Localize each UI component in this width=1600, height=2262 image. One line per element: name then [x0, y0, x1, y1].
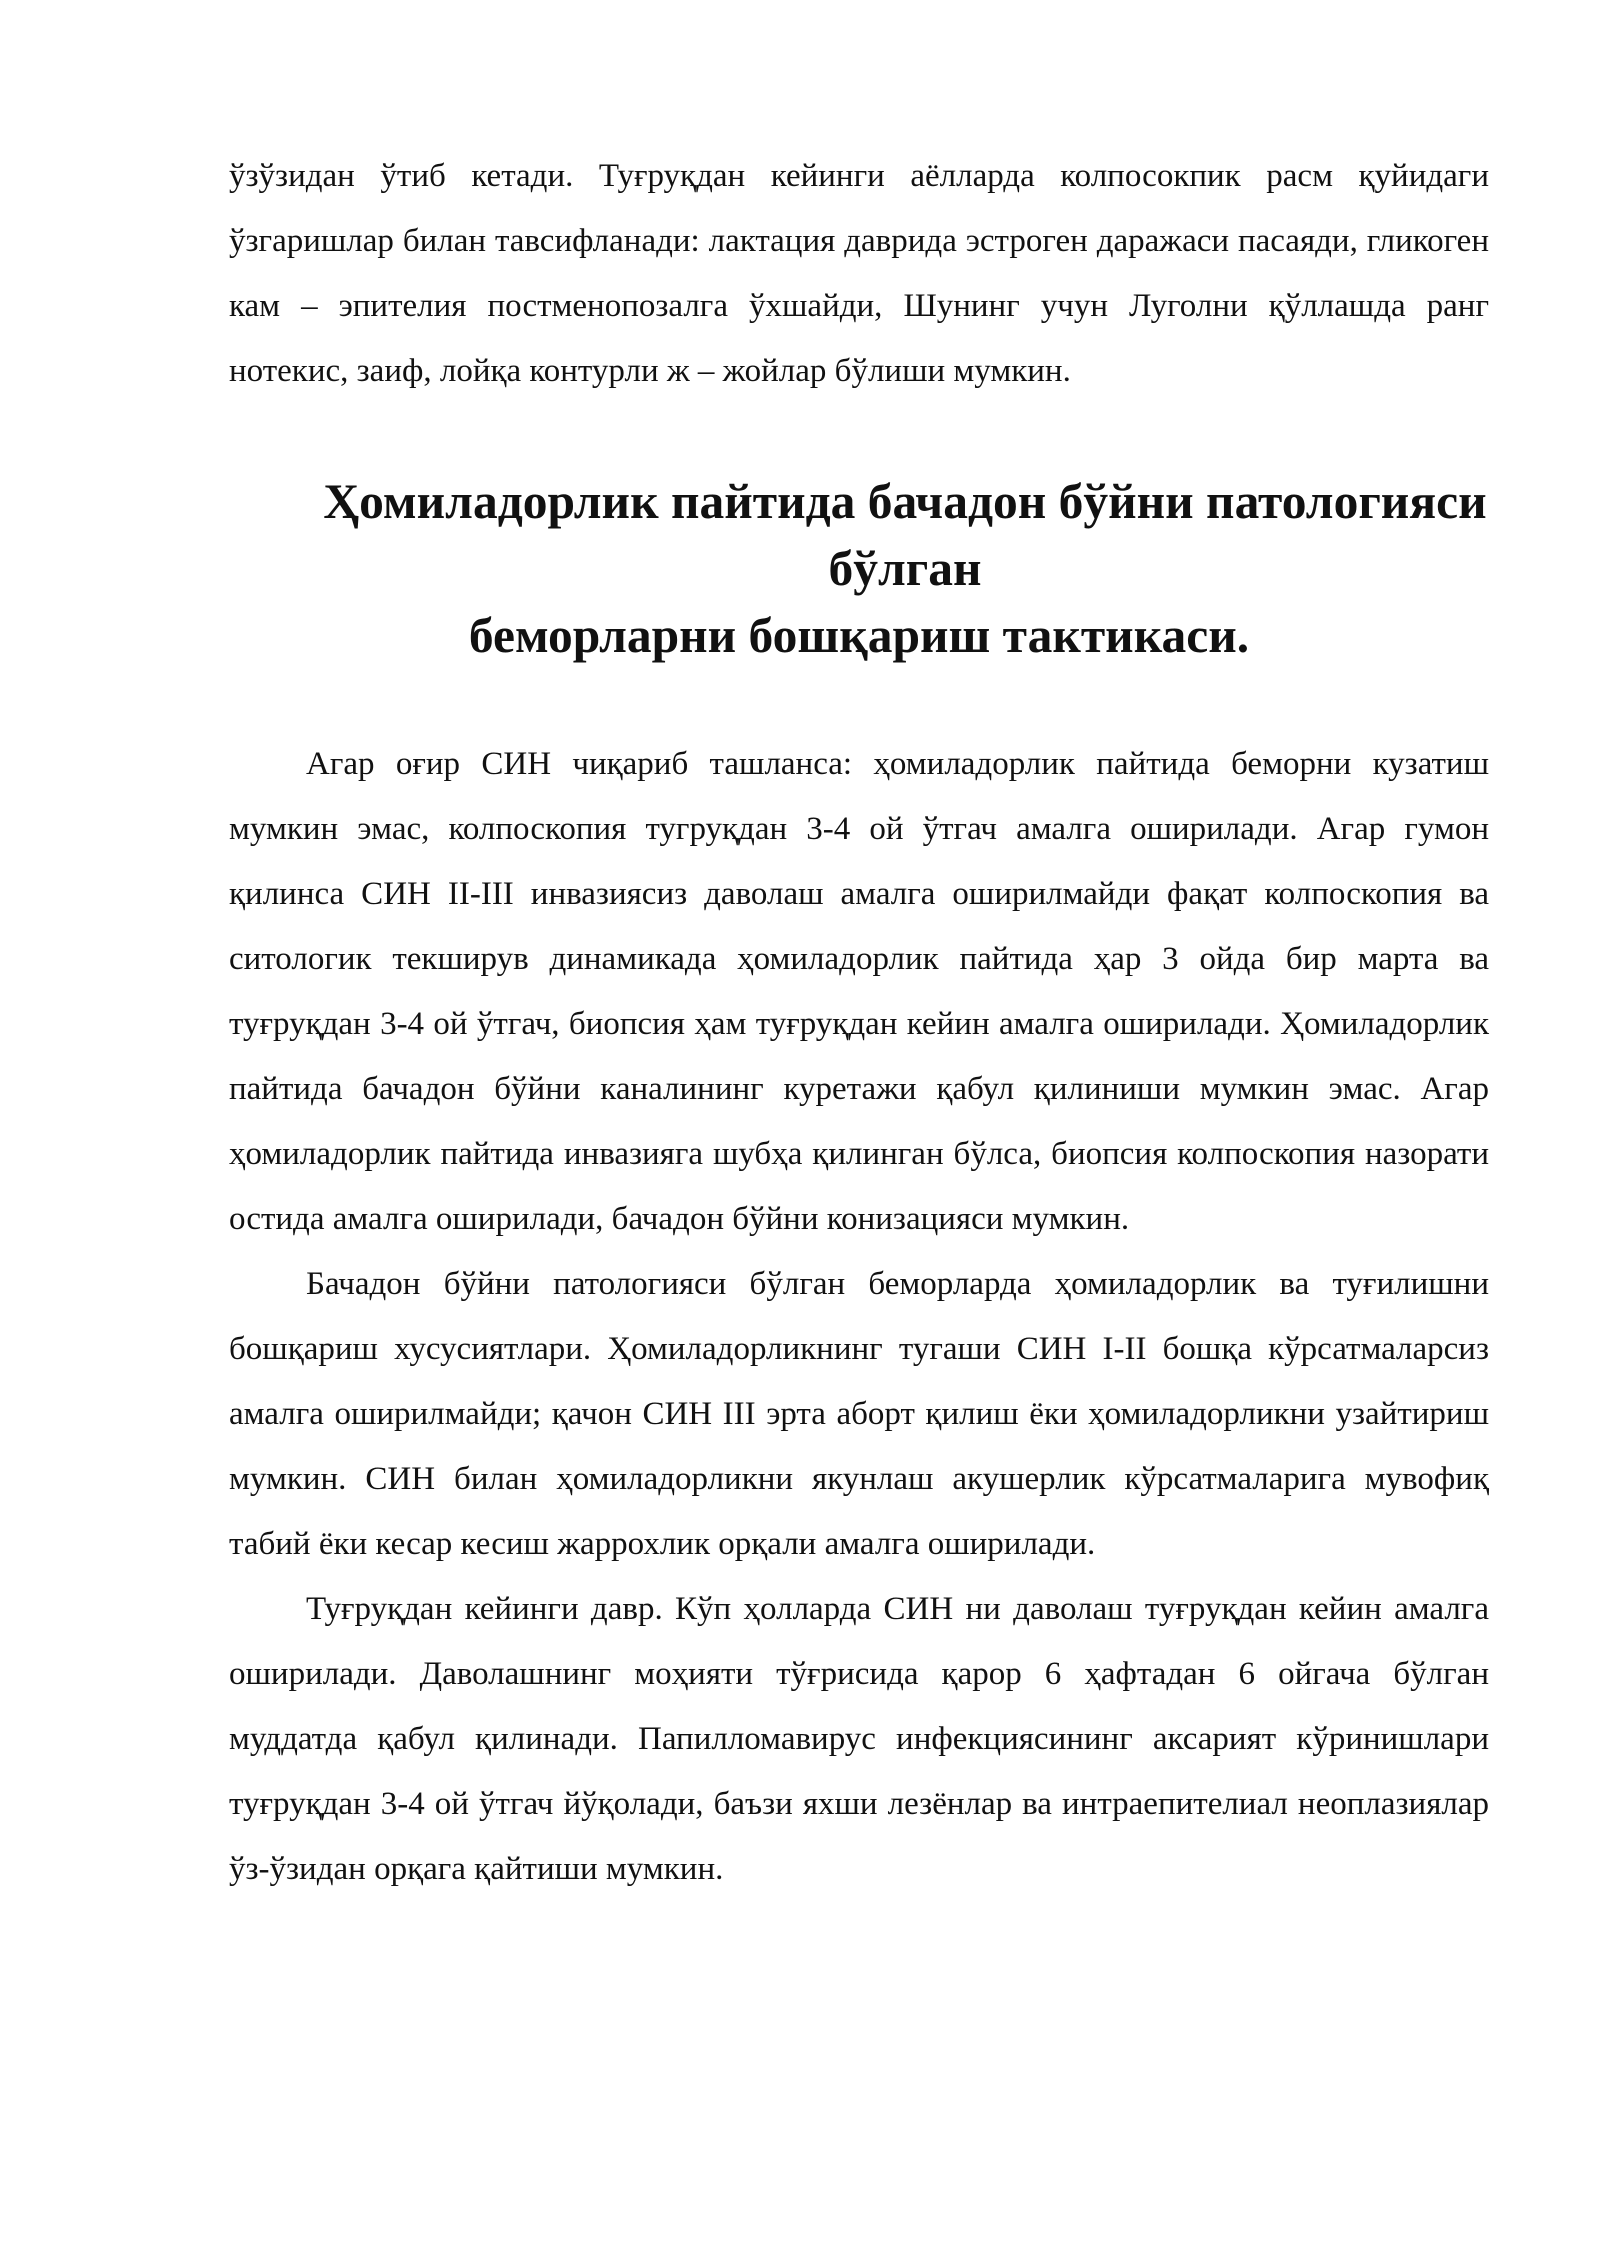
section-heading-line-2: беморларни бошқариш тактикаси.	[468, 608, 1250, 663]
paragraph-tactics: Агар оғир СИН чиқариб ташланса: ҳомиладорлик пайтида беморни кузатиш мумкин эмас, колпоскопия тугруқдан 3-4 ой ўтгач амалга оширилади. Агар гумон қилинса СИН II-III инвазиясиз даволаш амалга оширилмайди фақат колпоскопия ва ситологик текширув динамикада ҳомиладорлик пайтида ҳар 3 ойда бир марта ва туғруқдан 3-4 ой ўтгач, биопсия ҳам туғруқдан кейин амалга оширилади. Ҳомиладорлик пайтида бачадон бўйни каналининг куретажи қабул қилиниши мумкин эмас. Агар ҳомиладорлик пайтида инвазияга шубҳа қилинган бўлса, биопсия колпоскопия назорати остида амалга оширилади, бачадон бўйни конизацияси мумкин.	[229, 746, 1489, 1237]
document-page	[229, 144, 1489, 1902]
spacer	[229, 669, 1489, 732]
section-heading-line-1: Ҳомиладорлик пайтида бачадон бўйни патологияси бўлган	[323, 474, 1487, 596]
intro-paragraph: ўзўзидан ўтиб кетади. Туғруқдан кейинги аёлларда колпосокпик расм қуйидаги ўзгаришлар билан тавсифланади: лактация даврида эстроген даражаси пасаяди, гликоген кам – эпителия постменопозалга ўхшайди, Шунинг учун Луголни қўллашда ранг нотекис, заиф, лойқа контурли ж – жойлар бўлиши мумкин.	[229, 158, 1489, 389]
section-heading	[229, 468, 1489, 669]
paragraph-postpartum: Туғруқдан кейинги давр. Кўп ҳолларда СИН ни даволаш туғруқдан кейин амалга оширилади. Даволашнинг моҳияти тўғрисида қарор 6 ҳафтадан 6 ойгача бўлган муддатда қабул қилинади. Папилломавирус инфекциясининг аксарият кўринишлари туғруқдан 3-4 ой ўтгач йўқолади, баъзи яхши лезёнлар ва интраепителиал неоплазиялар ўз-ўзидан орқага қайтиши мумкин.	[229, 1591, 1489, 1887]
spacer	[229, 404, 1489, 468]
paragraph-pregnancy-management: Бачадон бўйни патологияси бўлган беморларда ҳомиладорлик ва туғилишни бошқариш хусусиятлари. Ҳомиладорликнинг тугаши СИН I-II бошқа кўрсатмаларсиз амалга оширилмайди; қачон СИН III эрта аборт қилиш ёки ҳомиладорликни узайтириш мумкин. СИН билан ҳомиладорликни якунлаш акушерлик кўрсатмаларига мувофиқ табий ёки кесар кесиш жаррохлик орқали амалга оширилади.	[229, 1266, 1489, 1562]
